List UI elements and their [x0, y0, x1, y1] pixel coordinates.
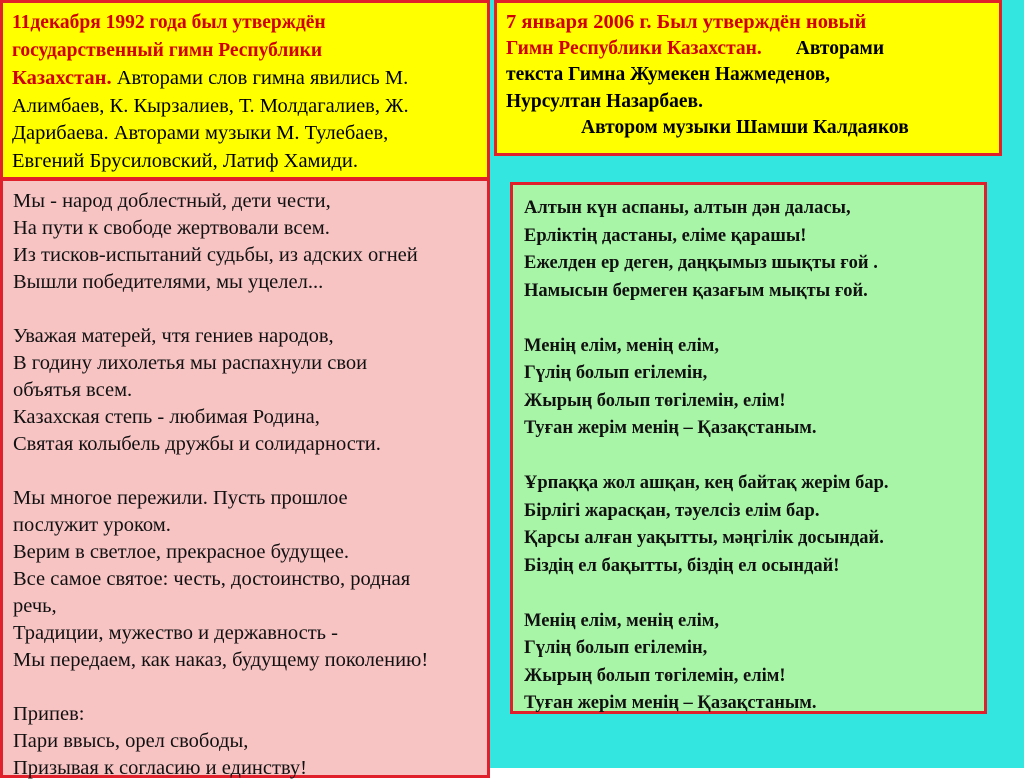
verse-line: Ұрпаққа жол ашқан, кең байтақ жерім бар.	[524, 473, 889, 493]
verse-line: Менің елім, менің елім,	[524, 335, 719, 356]
kz-stanza-4	[524, 608, 976, 718]
verse-line: Алтын күн аспаны, алтын дән даласы,	[524, 198, 851, 218]
verse-line: В годину лихолетья мы распахнули свои	[13, 352, 368, 374]
info-box-1992	[0, 0, 490, 180]
ru-stanza-1	[13, 188, 477, 296]
verse-line: объятья всем.	[13, 379, 133, 401]
verse-line: Традиции, мужество и державность -	[13, 622, 338, 644]
verse-line: Бірлігі жарасқан, тәуелсіз елім бар.	[524, 500, 820, 521]
verse-line: Қарсы алған уақытты, мәңгілік досындай.	[524, 528, 884, 548]
verse-line: Казахская степь - любимая Родина,	[13, 406, 320, 428]
kz-stanza-1	[524, 195, 976, 305]
kz-stanza-2	[524, 333, 976, 443]
verse-line: речь,	[13, 595, 57, 617]
verse-line: На пути к свободе жертвовали всем.	[13, 217, 330, 239]
hymn-russian-box	[0, 178, 490, 778]
title-1992-line1: 11декабря 1992 года был утверждён	[12, 12, 326, 33]
title-1992-line3: Казахстан.	[12, 67, 112, 89]
verse-line: послужит уроком.	[13, 514, 171, 536]
verse-line: Гүлің болып егілемін,	[524, 363, 708, 383]
verse-line: Гүлің болып егілемін,	[524, 638, 708, 658]
verse-line: Призывая к согласию и единству!	[13, 757, 308, 779]
title-2006-line2	[506, 36, 991, 63]
verse-line: Уважая матерей, чтя гениев народов,	[13, 325, 334, 347]
verse-line: Вышли победителями, мы уцелел...	[13, 271, 324, 293]
verse-line: Припев:	[13, 703, 85, 725]
verse-line: Туған жерім менің – Қазақстаным.	[524, 418, 817, 438]
title-2006-line1: 7 января 2006 г. Был утверждён новый	[506, 11, 867, 33]
verse-line: Все самое святое: честь, достоинство, родная	[13, 568, 411, 590]
verse-line: Ежелден ер деген, даңқымыз шықты ғой .	[524, 253, 878, 273]
title-2006-red: Гимн Республики Казахстан.	[506, 37, 762, 59]
verse-line: Мы - народ доблестный, дети чести,	[13, 190, 331, 212]
ru-stanza-4	[13, 701, 477, 782]
verse-line: Из тисков-испытаний судьбы, из адских огней	[13, 244, 418, 266]
verse-line: Мы передаем, как наказ, будущему поколению!	[13, 649, 429, 671]
ru-stanza-3	[13, 485, 477, 674]
authors-1992-line4: Евгений Брусиловский, Латиф Хамиди.	[12, 149, 359, 172]
verse-line: Біздің ел бақытты, біздің ел осындай!	[524, 555, 840, 576]
verse-line: Намысын бермеген қазағым мықты ғой.	[524, 280, 868, 301]
authors-2006-line1: текста Гимна Жумекен Нажмеденов,	[506, 64, 831, 85]
verse-line: Жырың болып төгілемін, елім!	[524, 390, 786, 411]
authors-1992-line1-text: Авторами слов гимна явились М.	[111, 67, 409, 89]
authors-2006-label: Авторами	[795, 37, 885, 59]
verse-line: Святая колыбель дружбы и солидарности.	[13, 433, 381, 455]
authors-1992-line1	[12, 65, 479, 93]
authors-1992-line3: Дарибаева. Авторами музыки М. Тулебаев,	[12, 122, 389, 144]
ru-stanza-2	[13, 323, 477, 458]
info-box-2006	[494, 0, 1002, 156]
verse-line: Туған жерім менің – Қазақстаным.	[524, 693, 817, 713]
verse-line: Ерліктің дастаны, еліме қарашы!	[524, 225, 807, 246]
verse-line: Пари ввысь, орел свободы,	[13, 730, 249, 752]
title-1992-line2: государственный гимн Республики	[12, 40, 323, 61]
kz-stanza-3	[524, 470, 976, 580]
verse-line: Менің елім, менің елім,	[524, 610, 719, 631]
verse-line: Верим в светлое, прекрасное будущее.	[13, 541, 349, 563]
verse-line: Жырың болып төгілемін, елім!	[524, 665, 786, 686]
authors-2006-line2: Нурсултан Назарбаев.	[506, 90, 703, 112]
hymn-kazakh-box	[510, 182, 987, 714]
authors-1992-line2: Алимбаев, К. Кырзалиев, Т. Молдагалиев, Ж.	[12, 94, 409, 117]
verse-line: Мы многое пережили. Пусть прошлое	[13, 487, 348, 509]
composer-2006: Автором музыки Шамши Калдаяков	[581, 117, 909, 138]
